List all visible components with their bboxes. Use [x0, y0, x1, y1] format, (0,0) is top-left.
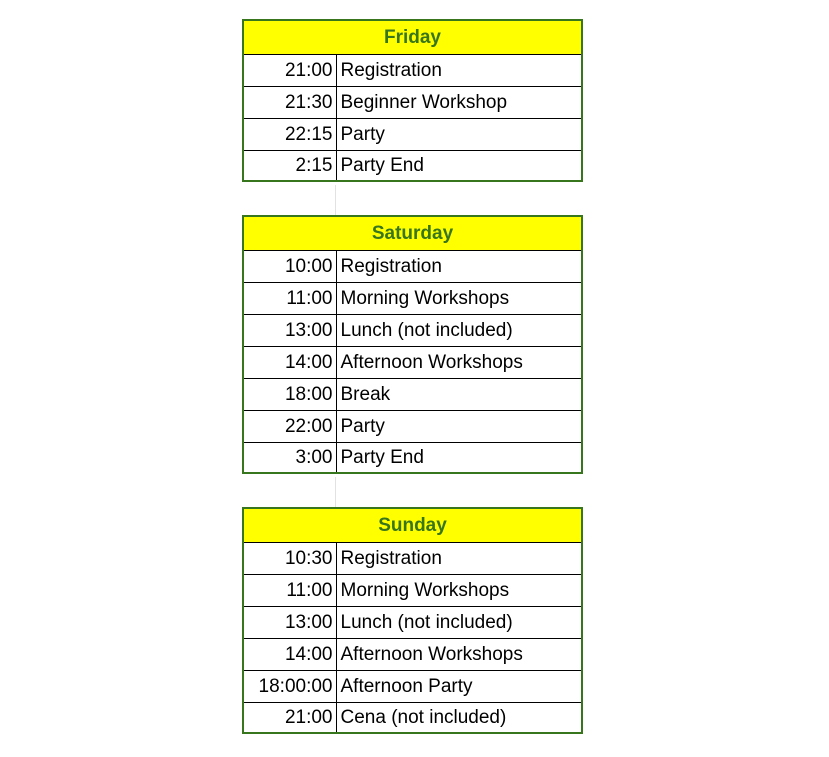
event-cell[interactable]: Lunch (not included) — [336, 607, 582, 639]
day-header-row — [243, 508, 582, 543]
time-cell[interactable]: 10:00 — [243, 251, 336, 283]
event-cell[interactable]: Party End — [336, 443, 582, 474]
table-row — [243, 55, 582, 87]
friday-schedule-table — [242, 19, 583, 182]
time-cell[interactable]: 2:15 — [243, 151, 336, 182]
event-cell[interactable]: Afternoon Workshops — [336, 639, 582, 671]
table-row — [243, 347, 582, 379]
event-cell[interactable]: Party — [336, 411, 582, 443]
table-row — [243, 379, 582, 411]
time-cell[interactable]: 21:30 — [243, 87, 336, 119]
time-cell[interactable]: 18:00:00 — [243, 671, 336, 703]
table-row — [243, 251, 582, 283]
table-row — [243, 703, 582, 734]
sunday-schedule-table — [242, 507, 583, 734]
event-cell[interactable]: Beginner Workshop — [336, 87, 582, 119]
table-row — [243, 87, 582, 119]
event-cell[interactable]: Registration — [336, 55, 582, 87]
time-cell[interactable]: 22:00 — [243, 411, 336, 443]
time-cell[interactable]: 18:00 — [243, 379, 336, 411]
time-cell[interactable]: 13:00 — [243, 607, 336, 639]
table-row — [243, 639, 582, 671]
table-row — [243, 315, 582, 347]
time-cell[interactable]: 22:15 — [243, 119, 336, 151]
event-cell[interactable]: Morning Workshops — [336, 575, 582, 607]
event-cell[interactable]: Party — [336, 119, 582, 151]
day-header[interactable]: Saturday — [243, 216, 582, 251]
time-cell[interactable]: 13:00 — [243, 315, 336, 347]
time-cell[interactable]: 11:00 — [243, 283, 336, 315]
time-cell[interactable]: 3:00 — [243, 443, 336, 474]
time-cell[interactable]: 21:00 — [243, 55, 336, 87]
table-row — [243, 151, 582, 182]
table-row — [243, 443, 582, 474]
day-header-row — [243, 216, 582, 251]
time-cell[interactable]: 10:30 — [243, 543, 336, 575]
table-row — [243, 543, 582, 575]
day-header-row — [243, 20, 582, 55]
event-cell[interactable]: Registration — [336, 251, 582, 283]
event-cell[interactable]: Afternoon Party — [336, 671, 582, 703]
table-row — [243, 283, 582, 315]
time-cell[interactable]: 21:00 — [243, 703, 336, 734]
event-cell[interactable]: Morning Workshops — [336, 283, 582, 315]
table-row — [243, 411, 582, 443]
event-cell[interactable]: Registration — [336, 543, 582, 575]
sheet-gridline — [335, 477, 336, 507]
day-header[interactable]: Sunday — [243, 508, 582, 543]
sheet-gridline — [335, 185, 336, 215]
table-row — [243, 671, 582, 703]
saturday-schedule-table — [242, 215, 583, 474]
event-cell[interactable]: Afternoon Workshops — [336, 347, 582, 379]
time-cell[interactable]: 14:00 — [243, 347, 336, 379]
event-cell[interactable]: Lunch (not included) — [336, 315, 582, 347]
time-cell[interactable]: 11:00 — [243, 575, 336, 607]
day-header[interactable]: Friday — [243, 20, 582, 55]
event-cell[interactable]: Party End — [336, 151, 582, 182]
time-cell[interactable]: 14:00 — [243, 639, 336, 671]
table-row — [243, 119, 582, 151]
event-cell[interactable]: Break — [336, 379, 582, 411]
table-row — [243, 607, 582, 639]
event-cell[interactable]: Cena (not included) — [336, 703, 582, 734]
table-row — [243, 575, 582, 607]
